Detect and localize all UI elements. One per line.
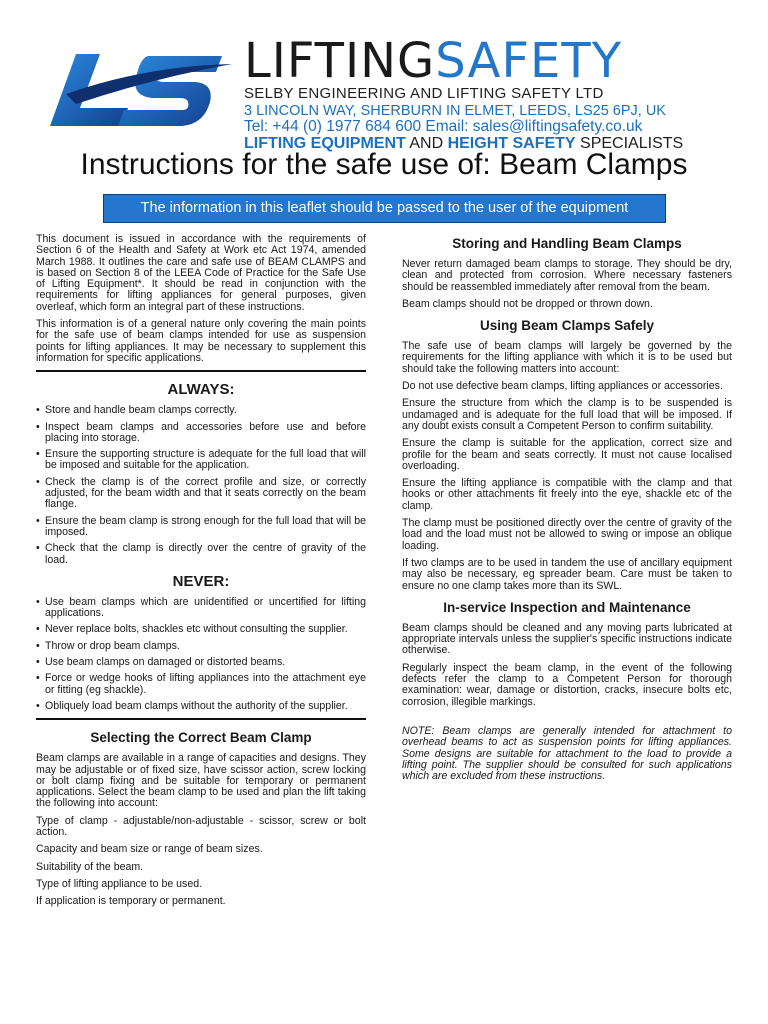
always-list <box>36 405 366 566</box>
using-paragraph: Do not use defective beam clamps, lifting appliances or accessories. <box>402 380 723 393</box>
using-paragraph: The safe use of beam clamps will largely be governed by the requirements for the lifting appliance with which it is to be used but should take the following matters into account: <box>402 340 732 375</box>
list-item: • Store and handle beam clamps correctly. <box>36 405 366 416</box>
list-item: • Use beam clamps which are unidentified or uncertified for lifting applications. <box>36 597 366 620</box>
list-item: • Use beam clamps on damaged or distorted beams. <box>36 657 366 668</box>
company-name: SELBY ENGINEERING AND LIFTING SAFETY LTD <box>244 85 604 102</box>
brand-part-lifting: LIFTING <box>244 33 436 89</box>
spec-specialists: SPECIALISTS <box>575 134 684 152</box>
brand-part-safety: SAFETY <box>435 33 623 89</box>
storing-heading: Storing and Handling Beam Clamps <box>452 236 682 251</box>
storing-paragraph: Never return damaged beam clamps to storage. They should be dry, clean and protected from corrosion. Where necessary fasteners should be reassembled immediately after removal from the beam. <box>402 258 732 293</box>
using-heading: Using Beam Clamps Safely <box>479 318 655 334</box>
list-item: • Ensure the beam clamp is strong enough for the full load that will be imposed. <box>36 516 366 539</box>
inspection-heading: In-service Inspection and Maintenance <box>443 599 691 615</box>
spec-and: AND <box>405 134 448 152</box>
selecting-paragraph: Type of clamp - adjustable/non-adjustable - scissor, screw or bolt action. <box>36 814 366 838</box>
info-banner: The information in this leaflet should be passed to the user of the equipment <box>103 194 666 223</box>
inspection-paragraph: Beam clamps should be cleaned and any moving parts lubricated at appropriate intervals unless the supplier's specific instructions indicate otherwise. <box>402 621 732 657</box>
spec-lifting-equipment: LIFTING EQUIPMENT <box>244 134 406 152</box>
using-paragraph: Ensure the structure from which the clamp is to be suspended is undamaged and is adequate for the full load that will be imposed. If any doubt exists consult a Competent Person to confirm suitability. <box>402 397 732 432</box>
document-title: Instructions for the safe use of: Beam Clamps <box>80 148 688 181</box>
right-column <box>402 234 732 788</box>
list-item: • Throw or drop beam clamps. <box>36 641 366 652</box>
selecting-paragraph: Suitability of the beam. <box>36 860 144 873</box>
list-item: • Ensure the supporting structure is adequate for the full load that will be imposed and suitable for the application. <box>36 449 366 472</box>
note-paragraph: NOTE: Beam clamps are generally intended for attachment to overhead beams to act as suspension points for lifting appliances. Some designs are suitable for attachment to the load to provide a lifting point. The supplier should be consulted for such applications which are excluded from these instructions. <box>402 724 732 783</box>
using-paragraph: If two clamps are to be used in tandem the use of ancillary equipment may also be necessary, eg spreader beam. Care must be taken to ensure no one clamp takes more than its SWL. <box>402 556 732 592</box>
using-paragraph: Ensure the lifting appliance is compatible with the clamp and that hooks or other attachments fit freely into the eye, shackle etc of the clamp. <box>402 477 732 512</box>
selecting-paragraph: Beam clamps are available in a range of capacities and designs. They may be adjustable or of fixed size, have scissor action, screw locking or bolt clamp fixing and be suitable for temporary or permanent applications. Select the beam clamp to be used and plan the lift taking the following into account: <box>36 752 366 810</box>
selecting-heading: Selecting the Correct Beam Clamp <box>90 730 312 746</box>
selecting-paragraph: If application is temporary or permanent. <box>36 895 226 908</box>
list-item: • Check the clamp is of the correct profile and size, or correctly adjusted, for the beam width and that it seats correctly on the beam flange. <box>36 477 366 511</box>
list-item: • Never replace bolts, shackles etc without consulting the supplier. <box>36 624 366 635</box>
selecting-paragraph: Type of lifting appliance to be used. <box>36 877 203 890</box>
lifting-safety-logo <box>36 46 236 136</box>
list-item: • Check that the clamp is directly over the centre of gravity of the load. <box>36 543 366 566</box>
selecting-paragraph: Capacity and beam size or range of beam sizes. <box>36 843 263 856</box>
left-column <box>36 234 366 913</box>
never-heading: NEVER: <box>172 572 230 590</box>
company-brand-block <box>244 33 684 152</box>
section-divider <box>36 718 366 720</box>
using-paragraph: Ensure the clamp is suitable for the application, correct size and profile for the beam and seats correctly. It must not cause localised overloading. <box>402 437 732 472</box>
section-divider <box>36 370 366 372</box>
using-paragraph: The clamp must be positioned directly over the centre of gravity of the load and the load must not be allowed to swing or impose an oblique loading. <box>402 517 732 552</box>
inspection-paragraph: Regularly inspect the beam clamp, in the event of the following defects refer the clamp to a Competent Person for thorough examination: wear, damage or distortion, cracks, insecure bolts etc, corrosion, illegible markings. <box>402 661 732 708</box>
always-heading: ALWAYS: <box>167 381 235 399</box>
list-item: • Obliquely load beam clamps without the authority of the supplier. <box>36 701 366 712</box>
intro-paragraph-1: This document is issued in accordance with the requirements of Section 6 of the Health and Safety at Work etc Act 1974, amended March 1988. It outlines the care and safe use of BEAM CLAMPS and is based on Section 8 of the LEEA Code of Practice for the Safe Use of Lifting Equipment*. It should be read in conjunction with the requirements for lifting appliances for general purposes, given overleaf, which form an integral part of these instructions. <box>36 233 366 313</box>
never-list <box>36 597 366 712</box>
brand-wordmark <box>244 33 683 89</box>
spec-height-safety: HEIGHT SAFETY <box>447 134 576 152</box>
storing-paragraph: Beam clamps should not be dropped or thrown down. <box>402 297 653 310</box>
intro-paragraph-2: This information is of a general nature only covering the main points for the safe use of beam clamps intended for use as suspension points for lifting appliances. It may be necessary to supplement this information for specific applications. <box>36 318 366 364</box>
list-item: • Force or wedge hooks of lifting appliances into the attachment eye or fitting (eg shackle). <box>36 673 366 696</box>
list-item: • Inspect beam clamps and accessories before use and before placing into storage. <box>36 422 366 445</box>
company-contact: Tel: +44 (0) 1977 684 600 Email: sales@liftingsafety.co.uk <box>244 118 643 135</box>
company-address: 3 LINCOLN WAY, SHERBURN IN ELMET, LEEDS, LS25 6PJ, UK <box>244 102 666 119</box>
